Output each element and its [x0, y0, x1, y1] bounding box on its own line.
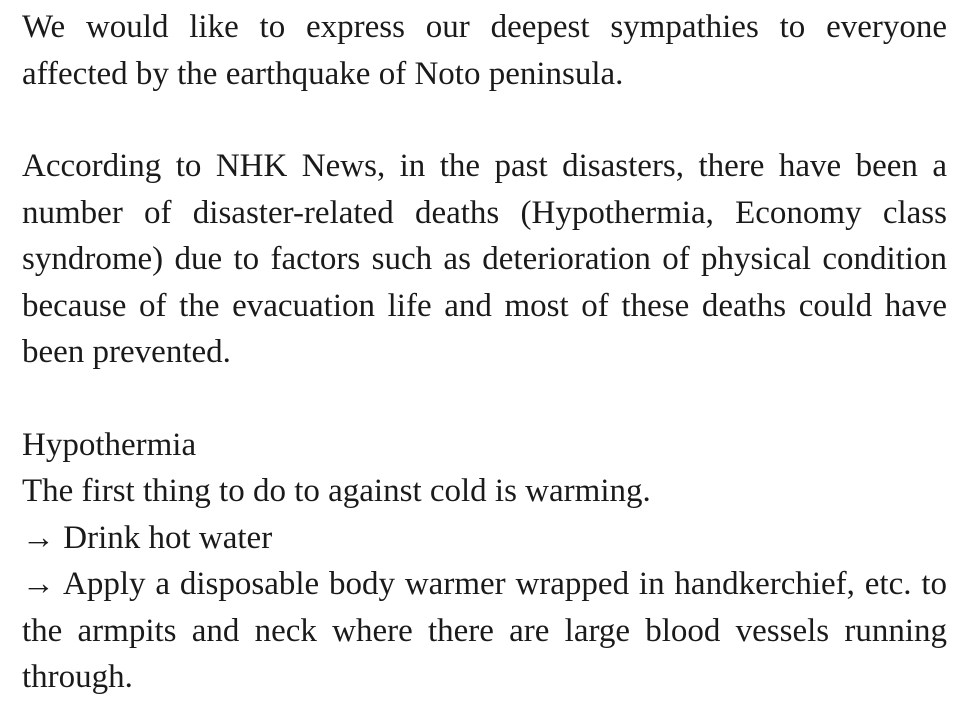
tip-body-warmer: → Apply a disposable body warmer wrapped in handkerchief, etc. to the armpits and neck where there are large blood vessels running through.	[22, 566, 947, 695]
hypothermia-lead: The first thing to do to against cold is warming.	[22, 473, 651, 509]
paragraph-gap	[22, 97, 947, 143]
tip-drink-hot-water: → Drink hot water	[22, 519, 273, 556]
paragraph-gap	[22, 376, 947, 422]
nhk-news-paragraph: According to NHK News, in the past disasters, there have been a number of disaster-related deaths (Hypothermia, Economy class syndrome) due to factors such as deterioration of physical condition because of the evacuation life and most of these deaths could have been prevented.	[22, 148, 947, 370]
hypothermia-heading: Hypothermia	[22, 426, 197, 463]
hypothermia-section	[22, 422, 947, 701]
document-page	[0, 4, 969, 704]
intro-paragraph: We would like to express our deepest sympathies to everyone affected by the earthquake of Noto peninsula.	[22, 9, 947, 92]
